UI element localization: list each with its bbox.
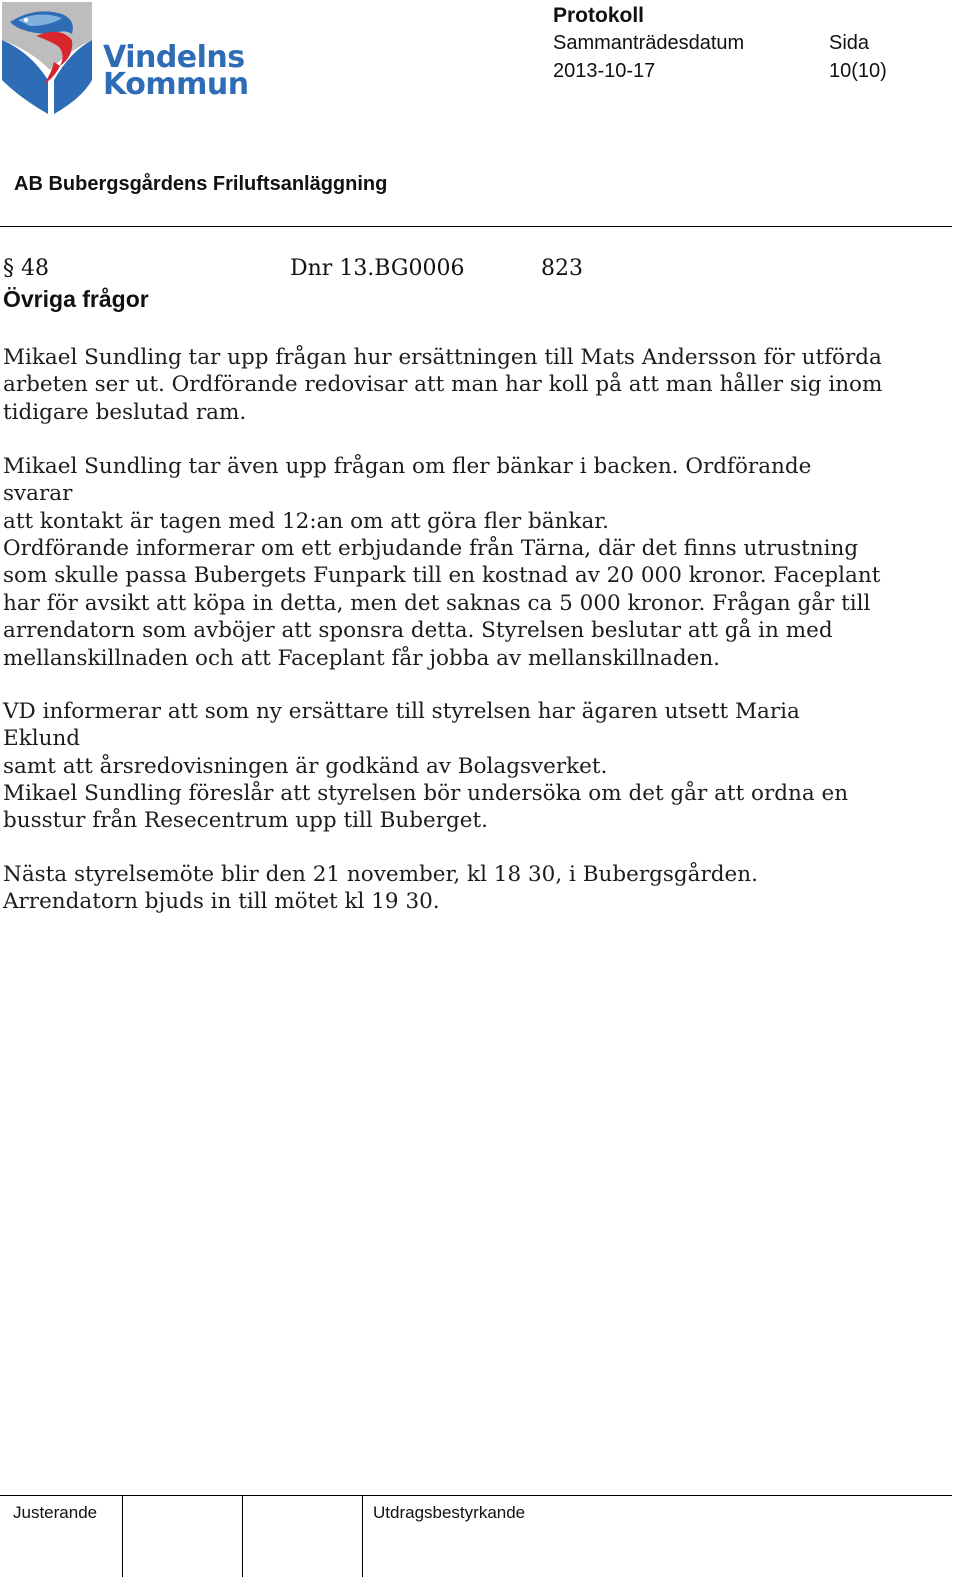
text-line: Mikael Sundling föreslår att styrelsen bör undersöka om det går att ordna en <box>3 781 849 806</box>
adjuster-label: Justerande <box>13 1503 98 1522</box>
case-code: 823 <box>541 256 583 281</box>
signature-box-divider <box>122 1496 123 1577</box>
extract-certification-label: Utdragsbestyrkande <box>373 1503 526 1522</box>
meeting-date-label: Sammanträdesdatum <box>553 32 745 54</box>
paragraph-number: § 48 <box>3 256 49 281</box>
section-heading: Övriga frågor <box>3 286 149 312</box>
text-line: Mikael Sundling tar även upp frågan om fler bänkar i backen. Ordförande svarar <box>3 454 812 507</box>
text-line: VD informerar att som ny ersättare till styrelsen har ägaren utsett Maria Eklund <box>3 699 800 752</box>
body-paragraph-3 <box>3 535 883 672</box>
page-number: 10(10) <box>829 60 887 82</box>
logo-wordmark <box>103 40 249 102</box>
organization-name: AB Bubergsgårdens Friluftsanläggning <box>14 173 388 195</box>
municipality-logo <box>0 0 250 118</box>
body-paragraph-5 <box>3 780 883 835</box>
text-line: busstur från Resecentrum upp till Buberget. <box>3 808 488 834</box>
text-line: att kontakt är tagen med 12:an om att göra fler bänkar. <box>3 508 610 534</box>
document-type: Protokoll <box>553 4 645 27</box>
page-label: Sida <box>829 32 870 54</box>
body-paragraph-1 <box>3 344 883 426</box>
body-paragraph-2 <box>3 453 883 535</box>
text-line: Nästa styrelsemöte blir den 21 november, kl 18 30, i Bubergsgården. <box>3 862 758 887</box>
header-divider <box>0 226 952 227</box>
text-line: Mikael Sundling tar upp frågan hur ersättningen till Mats Andersson för utförda <box>3 345 882 370</box>
body-paragraph-4 <box>3 698 883 780</box>
text-line: har för avsikt att köpa in detta, men det saknas ca 5 000 kronor. Frågan går till <box>3 590 871 616</box>
body-paragraph-6 <box>3 861 883 916</box>
signature-box-divider <box>242 1496 243 1577</box>
text-line: arbeten ser ut. Ordförande redovisar att man har koll på att man håller sig inom <box>3 372 883 398</box>
dnr-number: Dnr 13.BG0006 <box>290 256 465 281</box>
text-line: som skulle passa Bubergets Funpark till en kostnad av 20 000 kronor. Faceplant <box>3 563 881 589</box>
text-line: arrendatorn som avböjer att sponsra detta. Styrelsen beslutar att gå in med <box>3 618 833 644</box>
text-line: Ordförande informerar om ett erbjudande från Tärna, där det finns utrustning <box>3 536 859 561</box>
meeting-date-value: 2013-10-17 <box>553 60 656 82</box>
text-line: mellanskillnaden och att Faceplant får jobba av mellanskillnaden. <box>3 645 720 671</box>
text-line: tidigare beslutad ram. <box>3 399 247 425</box>
fish-emblem-icon <box>0 0 100 118</box>
logo-line-2: Kommun <box>103 67 249 102</box>
text-line: Arrendatorn bjuds in till mötet kl 19 30. <box>3 889 440 915</box>
signature-box-divider <box>362 1496 363 1577</box>
text-line: samt att årsredovisningen är godkänd av Bolagsverket. <box>3 753 608 779</box>
logo-line-1: Vindelns <box>103 40 245 75</box>
